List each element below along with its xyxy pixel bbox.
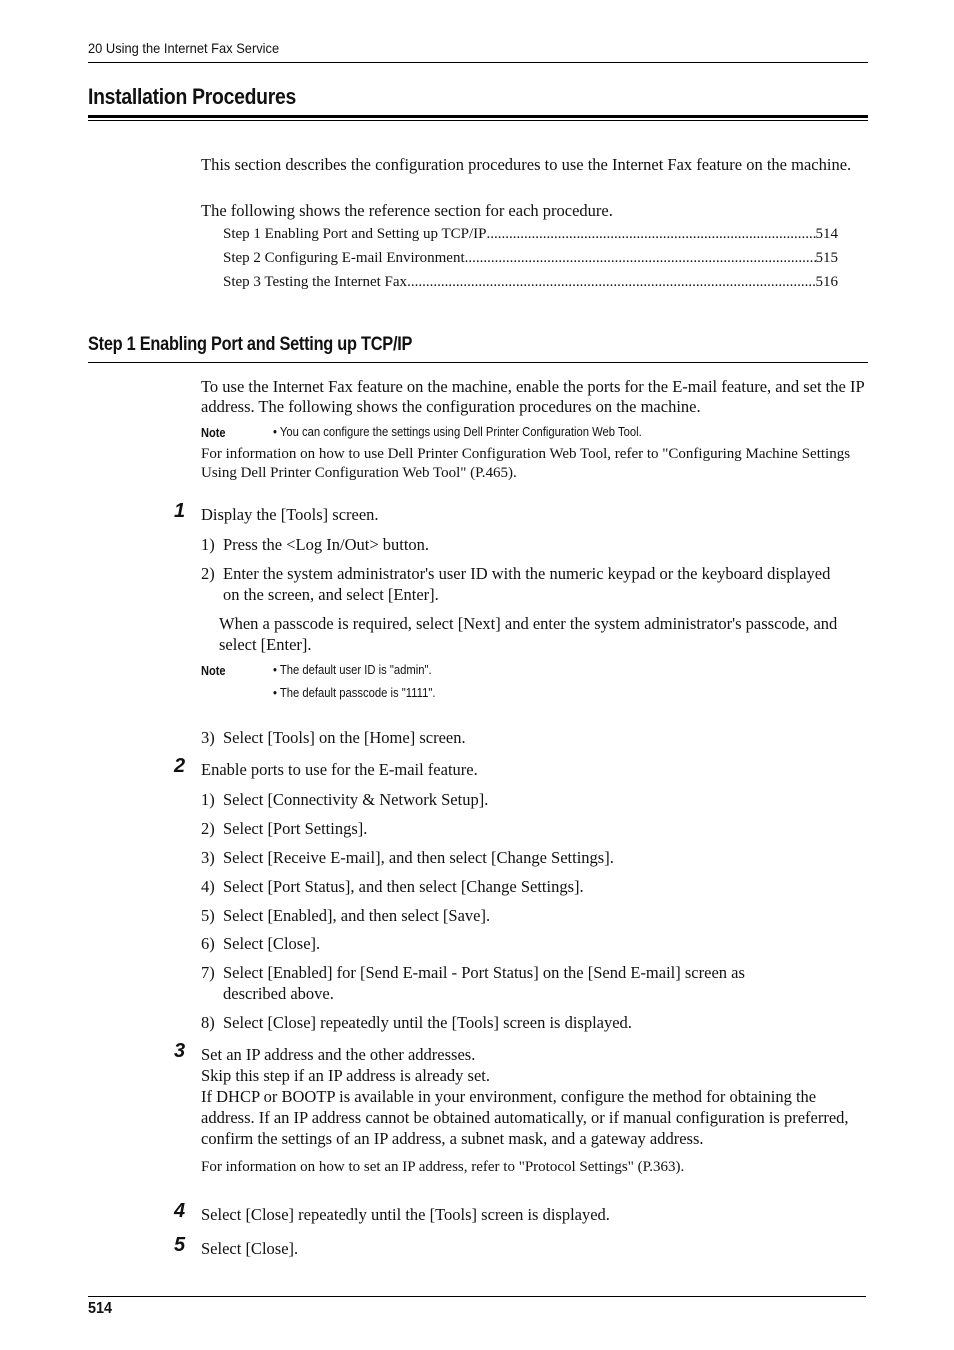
sub-step-number: 5): [201, 906, 215, 925]
toc-leader: [486, 225, 815, 243]
sub-step-text: Enter the system administrator's user ID with the numeric keypad or the keyboard displayed on the screen, and select [Enter].: [223, 564, 831, 604]
sub-step: [201, 563, 841, 605]
step-text: Select [Close].: [201, 1239, 299, 1258]
step-line: Skip this step if an IP address is already set.: [201, 1066, 491, 1085]
sub-step: [201, 933, 320, 954]
note-text: • The default user ID is "admin".: [273, 663, 432, 677]
sub-step-number: 2): [201, 819, 215, 838]
sub-step: [201, 727, 466, 748]
sub-step-text: Select [Enabled] for [Send E-mail - Port Status] on the [Send E-mail] screen as described above.: [223, 963, 745, 1003]
sub-step: [201, 962, 811, 1004]
toc-entry-label: Step 1 Enabling Port and Setting up TCP/IP: [223, 226, 487, 242]
sub-step: [201, 847, 614, 868]
title-rule-thick: [88, 115, 868, 118]
sub-step-text: Press the <Log In/Out> button.: [223, 535, 430, 554]
section-intro: This section describes the configuration procedures to use the Internet Fax feature on the machine.: [201, 155, 852, 174]
page-number: 514: [88, 1300, 113, 1317]
sub-step-number: 3): [201, 728, 215, 747]
sub-step-text: Select [Port Status], and then select [Change Settings].: [223, 877, 584, 896]
toc-entry-label: Step 2 Configuring E-mail Environment: [223, 250, 465, 266]
sub-step-number: 3): [201, 848, 215, 867]
toc-entry[interactable]: [223, 273, 838, 291]
sub-step: [201, 905, 490, 926]
step-text: Select [Close] repeatedly until the [Tools] screen is displayed.: [201, 1205, 610, 1224]
subsection-title: Step 1 Enabling Port and Setting up TCP/IP: [88, 334, 413, 355]
sub-step-text: Select [Close] repeatedly until the [Tools] screen is displayed.: [223, 1013, 632, 1032]
sub-step: [201, 876, 584, 897]
sub-step-number: 8): [201, 1013, 215, 1032]
toc-entry[interactable]: [223, 249, 838, 267]
sub-step-number: 7): [201, 963, 215, 982]
header-rule: [88, 62, 868, 63]
step-text: [201, 1044, 866, 1149]
step-number: 1: [174, 500, 186, 522]
step-text: Enable ports to use for the E-mail feature.: [201, 760, 478, 779]
step-line: Set an IP address and the other addresses.: [201, 1045, 476, 1064]
sub-step-number: 2): [201, 564, 215, 583]
note-text: • The default passcode is "1111".: [273, 686, 436, 700]
sub-step-text: Select [Port Settings].: [223, 819, 368, 838]
subsection-intro: To use the Internet Fax feature on the machine, enable the ports for the E-mail feature, and set the IP address. The following shows the configuration procedures on the machine.: [201, 377, 865, 416]
running-header: 20 Using the Internet Fax Service: [88, 40, 280, 56]
step-number: 5: [174, 1234, 186, 1256]
sub-step-text: Select [Tools] on the [Home] screen.: [223, 728, 466, 747]
step-line: If DHCP or BOOTP is available in your environment, configure the method for obtaining the address. If an IP address cannot be obtained automatically, or if manual configuration is preferred, confirm the settings of an IP address, a subnet mask, and a gateway address.: [201, 1087, 849, 1148]
toc-entry-page: 515: [815, 250, 838, 266]
step-number: 4: [174, 1200, 186, 1222]
section-title: Installation Procedures: [88, 84, 297, 109]
note-label: Note: [201, 425, 226, 440]
sub-step-number: 6): [201, 934, 215, 953]
sub-step: [201, 818, 367, 839]
section-intro-2: The following shows the reference section for each procedure.: [201, 201, 613, 220]
note-text: • You can configure the settings using Dell Printer Configuration Web Tool.: [273, 425, 642, 439]
sub-step-number: 1): [201, 790, 215, 809]
toc-entry-page: 516: [815, 274, 838, 290]
footer-rule: [88, 1296, 866, 1297]
toc-entry-page: 514: [815, 226, 838, 242]
sub-step-text: Select [Receive E-mail], and then select [Change Settings].: [223, 848, 614, 867]
subsection-rule: [88, 362, 868, 363]
toc-leader: [407, 273, 815, 291]
sub-step: [201, 789, 488, 810]
sub-step: [201, 1012, 632, 1033]
sub-step-text: Select [Connectivity & Network Setup].: [223, 790, 489, 809]
toc-leader: [465, 249, 816, 267]
sub-step-text: Select [Enabled], and then select [Save].: [223, 906, 491, 925]
sub-step-continuation: When a passcode is required, select [Next] and enter the system administrator's passcode, and select [Enter].: [219, 614, 838, 654]
step-number: 2: [174, 755, 186, 777]
reference-text: For information on how to use Dell Printer Configuration Web Tool, refer to "Configuring Machine Settings Using Dell Printer Configuration Web Tool" (P.465).: [201, 446, 851, 481]
step-text: Display the [Tools] screen.: [201, 505, 379, 524]
sub-step-number: 4): [201, 877, 215, 896]
toc-entry-label: Step 3 Testing the Internet Fax: [223, 274, 408, 290]
sub-step-text: Select [Close].: [223, 934, 321, 953]
sub-step: [201, 534, 429, 555]
reference-text: For information on how to set an IP address, refer to "Protocol Settings" (P.363).: [201, 1159, 685, 1175]
note-label: Note: [201, 663, 226, 678]
sub-step-number: 1): [201, 535, 215, 554]
step-number: 3: [174, 1040, 186, 1062]
title-rule-thin: [88, 120, 868, 121]
toc-entry[interactable]: [223, 225, 838, 243]
